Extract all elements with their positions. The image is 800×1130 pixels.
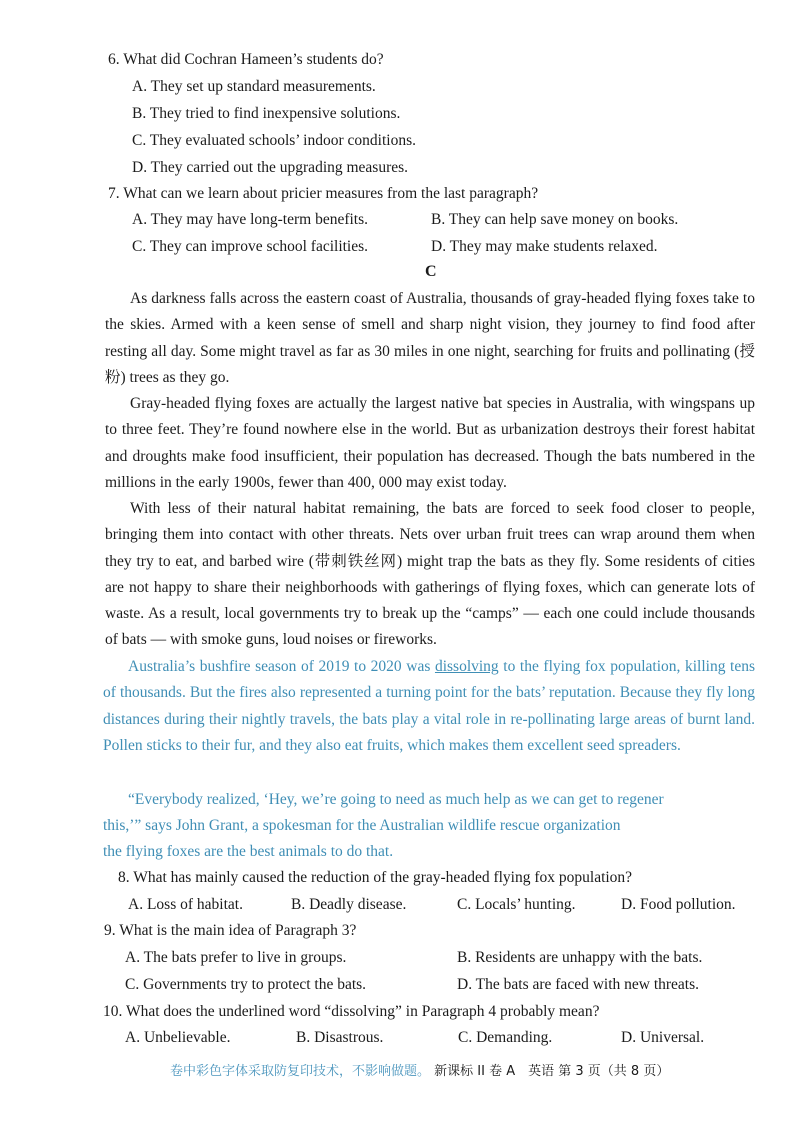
q10-option-a: A. Unbelievable. — [125, 1029, 231, 1046]
q9-option-c: C. Governments try to protect the bats. — [125, 976, 367, 993]
q7-option-a: A. They may have long-term benefits. — [132, 211, 369, 228]
q10-stem: 10. What does the underlined word “dissolving” in Paragraph 4 probably mean? — [103, 1003, 600, 1020]
q7-stem: 7. What can we learn about pricier measures from the last paragraph? — [108, 185, 539, 202]
page-footer — [170, 1060, 669, 1079]
section-letter: C — [425, 263, 437, 280]
passage-paragraph-5-line-3: the flying foxes are the best animals to do that. — [103, 843, 394, 860]
q10-option-c: C. Demanding. — [458, 1029, 553, 1046]
q9-option-b: B. Residents are unhappy with the bats. — [457, 949, 703, 966]
q9-option-d: D. The bats are faced with new threats. — [457, 976, 700, 993]
q7-option-d: D. They may make students relaxed. — [431, 238, 658, 255]
q8-option-a: A. Loss of habitat. — [128, 896, 243, 913]
passage-paragraph-5-line-2: this,’” says John Grant, a spokesman for the Australian wildlife rescue organization — [103, 817, 621, 834]
q10-option-d: D. Universal. — [621, 1029, 705, 1046]
q6-option-c: C. They evaluated schools’ indoor conditions. — [132, 132, 416, 149]
p4-text-before: Australia’s bushfire season of 2019 to 2020 was — [128, 658, 435, 675]
passage-paragraph-2: Gray-headed flying foxes are actually the largest native bat species in Australia, with wingspans up to three feet. They’re found nowhere else in the world. But as urbanization destroys their forest habitat and droughts make food insufficient, their population has decreased. Though the bats numbered in the millions in the early 1900s, fewer than 400, 000 may exist today. — [105, 395, 755, 491]
q6-stem: 6. What did Cochran Hameen’s students do? — [108, 51, 384, 68]
q8-stem: 8. What has mainly caused the reduction of the gray-headed flying fox population? — [118, 869, 633, 886]
q7-option-c: C. They can improve school facilities. — [132, 238, 369, 255]
anti-copy-notice: 卷中彩色字体采取防复印技术，不影响做题。 — [170, 1064, 431, 1079]
underlined-word: dissolving — [434, 658, 499, 675]
passage-paragraph-4 — [103, 654, 755, 759]
q6-option-a: A. They set up standard measurements. — [132, 78, 376, 95]
q6-option-d: D. They carried out the upgrading measures. — [132, 159, 409, 176]
exam-page-info: 新课标 II 卷 A 英语 第 3 页（共 8 页） — [434, 1064, 670, 1079]
q8-option-c: C. Locals’ hunting. — [457, 896, 576, 913]
passage-paragraph-5-line-1: “Everybody realized, ‘Hey, we’re going to need as much help as we can get to regener — [128, 791, 664, 808]
q7-option-b: B. They can help save money on books. — [431, 211, 679, 228]
q9-option-a: A. The bats prefer to live in groups. — [125, 949, 347, 966]
q8-option-b: B. Deadly disease. — [291, 896, 407, 913]
passage-paragraph-3: With less of their natural habitat remaining, the bats are forced to seek food closer to people, bringing them into contact with other threats. Nets over urban fruit trees can wrap around them when they try to eat, and barbed wire (带刺铁丝网) might trap the bats as they fly. Some residents of cities are not happy to share their neighborhoods with gatherings of flying foxes, which can generate lots of waste. As a result, local governments try to break up the “camps” — each one could include thousands of bats — with smoke guns, loud noises or fireworks. — [105, 500, 755, 649]
q8-option-d: D. Food pollution. — [621, 896, 736, 913]
p4-text-after: to the flying fox population, killing tens of thousands. But the fires also represented a turning point for the bats’ reputation. Because they fly long distances during their nightly travels, the bats play a vital role in re-pollinating large areas of burnt land. Pollen sticks to their fur, and they also eat fruits, which makes them excellent seed spreaders. — [103, 658, 756, 754]
q6-option-b: B. They tried to find inexpensive solutions. — [132, 105, 401, 122]
q9-stem: 9. What is the main idea of Paragraph 3? — [104, 922, 357, 939]
passage-paragraph-1: As darkness falls across the eastern coast of Australia, thousands of gray-headed flying foxes take to the skies. Armed with a keen sense of smell and sharp night vision, they journey to find food after resting all day. Some might travel as far as 30 miles in one night, searching for fruits and pollinating (授粉) trees as they go. — [105, 290, 755, 386]
q10-option-b: B. Disastrous. — [296, 1029, 384, 1046]
